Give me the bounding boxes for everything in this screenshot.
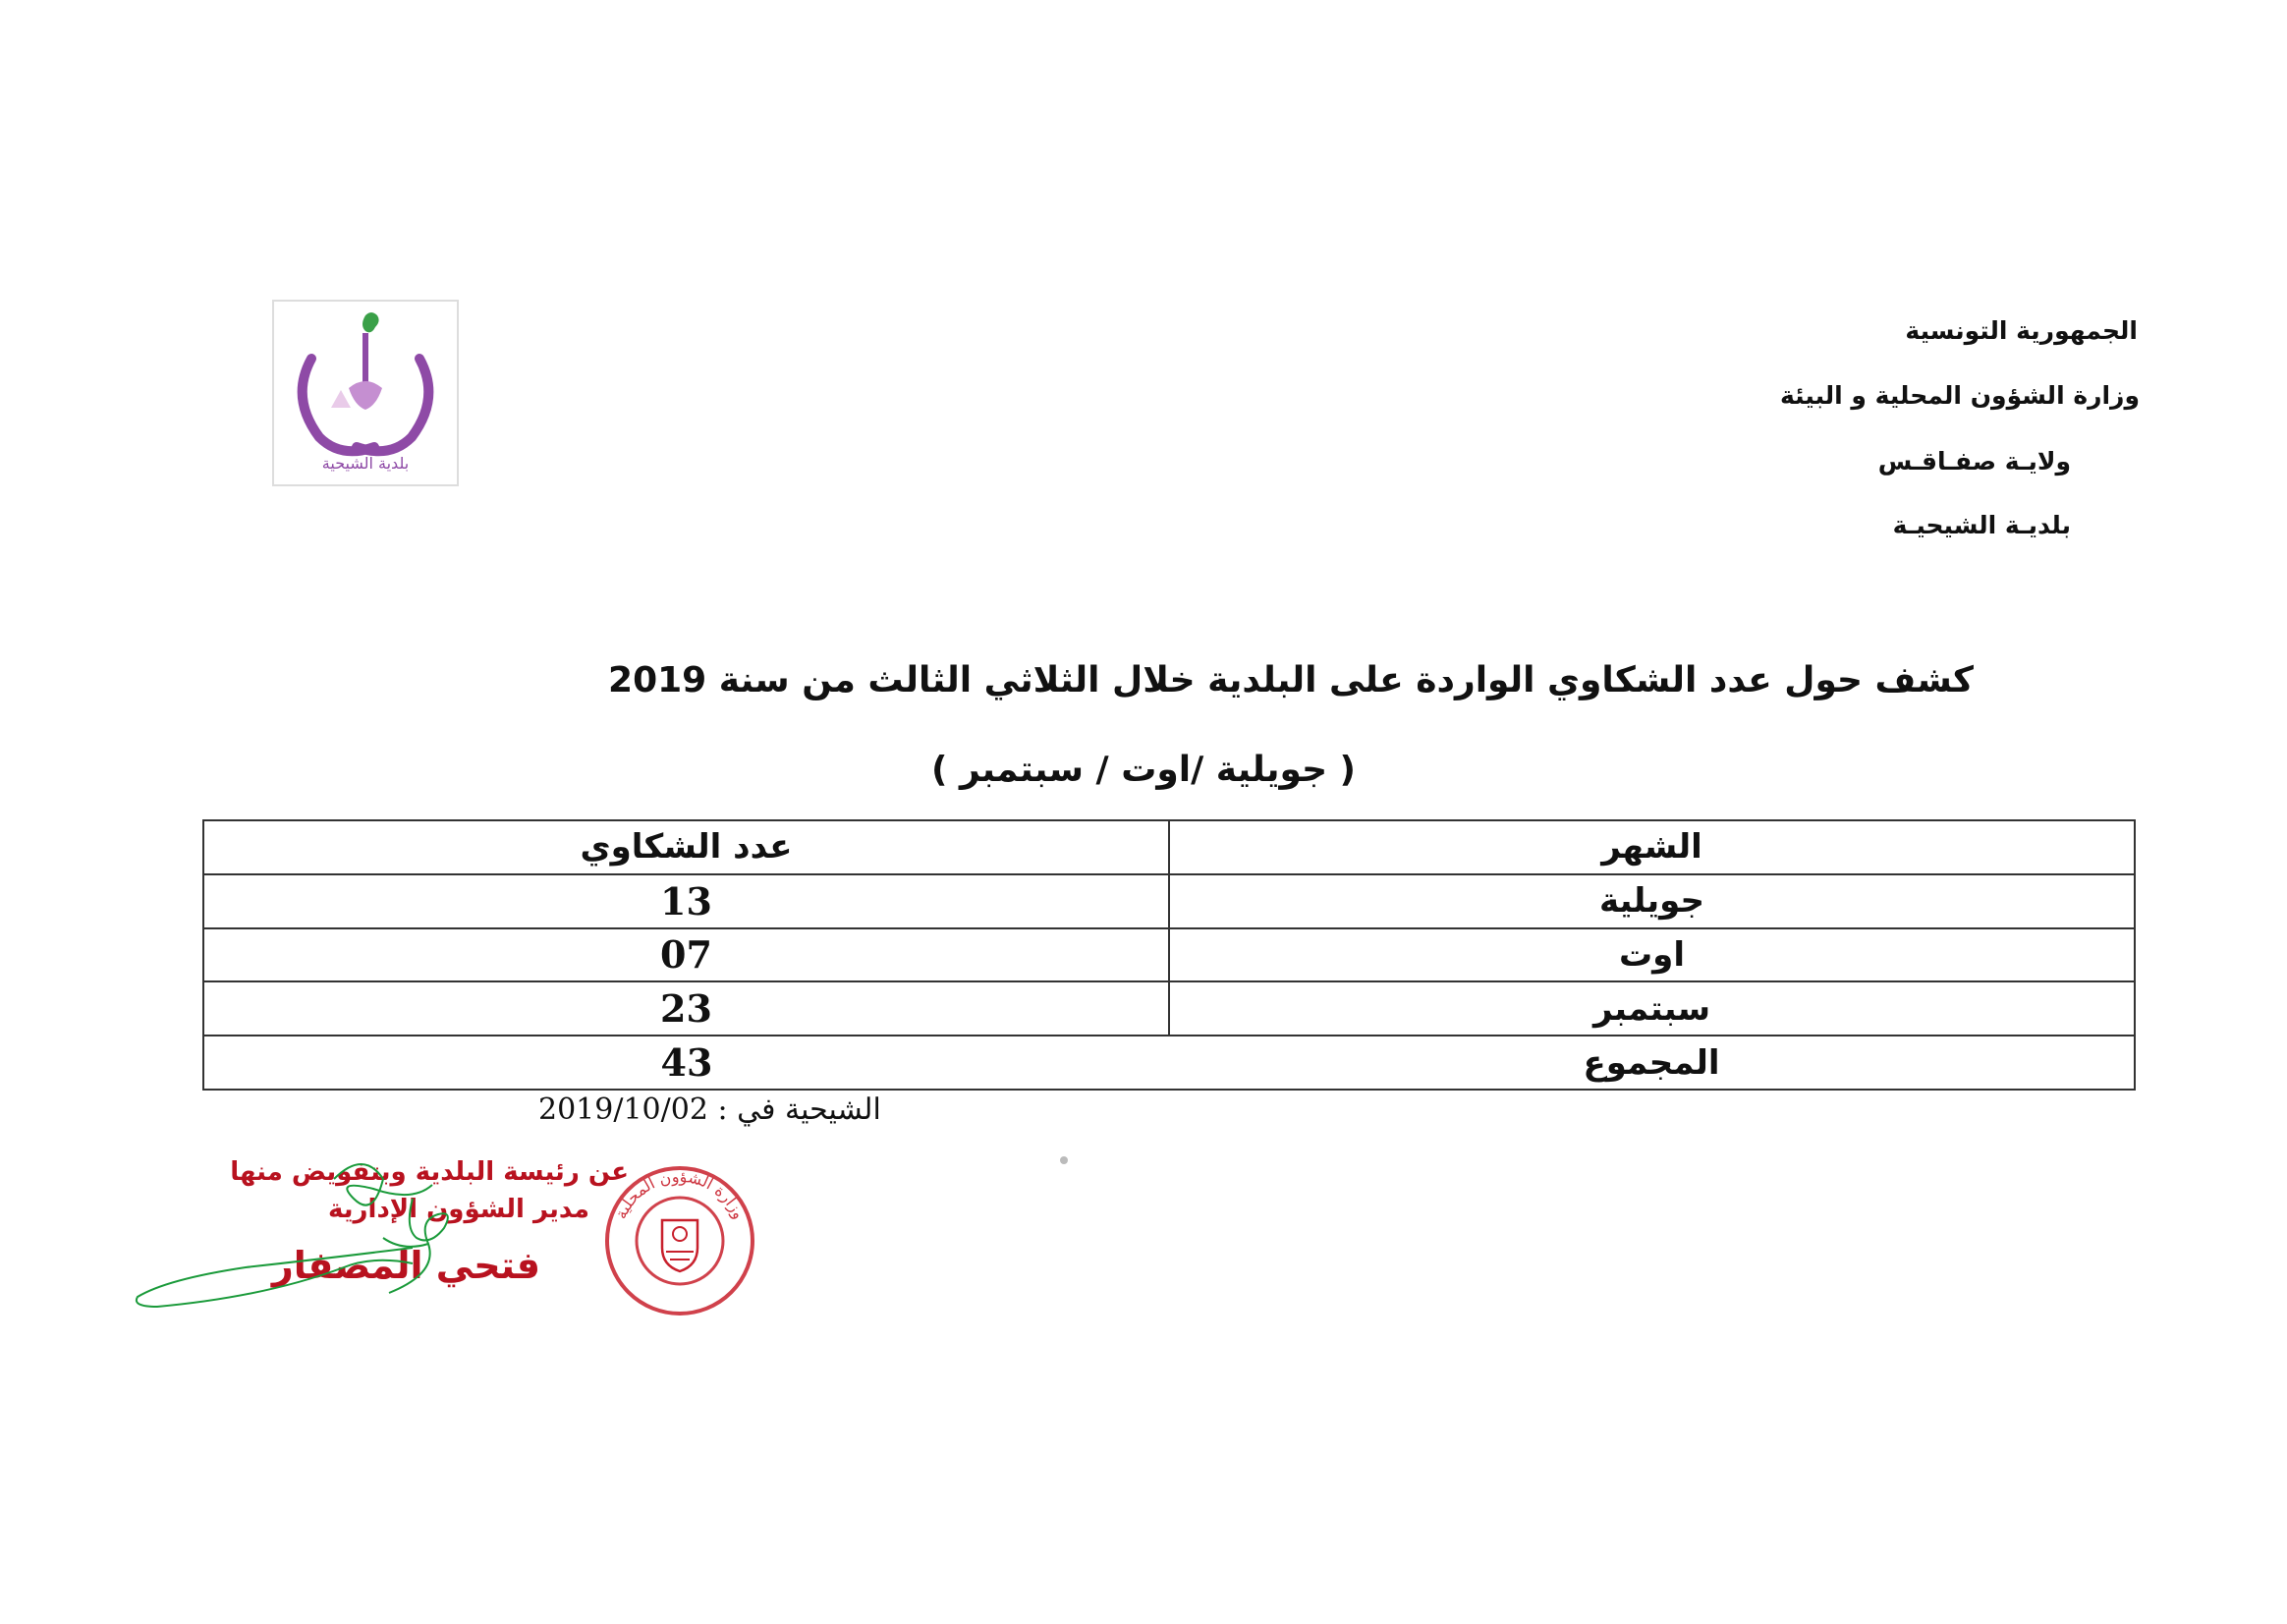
month-cell: اوت — [1169, 928, 2135, 982]
table-total-row — [203, 1036, 2135, 1090]
seal-text: وزارة الشؤون المحلية — [611, 1166, 749, 1222]
municipality-logo — [272, 300, 459, 486]
svg-text:وزارة الشؤون المحلية — [611, 1167, 749, 1222]
count-cell: 13 — [203, 874, 1169, 928]
header-ministry: وزارة الشؤون المحلية و البيئة — [1780, 381, 2140, 410]
complaints-table — [202, 819, 2136, 1091]
document-subtitle: ( جويلية /اوت / سبتمبر ) — [930, 750, 1357, 790]
total-label: المجموع — [1169, 1036, 2135, 1090]
handwritten-signature — [118, 1140, 629, 1336]
table-row — [203, 874, 2135, 928]
header-month: الشهر — [1169, 820, 2135, 874]
table-row — [203, 981, 2135, 1036]
header-country: الجمهورية التونسية — [1905, 316, 2138, 345]
table-header-row — [203, 820, 2135, 874]
logo-caption: بلدية الشيحية — [321, 454, 410, 473]
signature-line2: مدير الشؤون الإدارية — [328, 1195, 589, 1224]
count-cell: 23 — [203, 981, 1169, 1036]
table-row — [203, 928, 2135, 982]
total-count: 43 — [203, 1036, 1169, 1090]
count-cell: 07 — [203, 928, 1169, 982]
month-cell: سبتمبر — [1169, 981, 2135, 1036]
header-count: عدد الشكاوي — [203, 820, 1169, 874]
signature-line1: عن رئيسة البلدية وبتفويض منها — [230, 1157, 629, 1187]
document-title: كشف حول عدد الشكاوي الواردة على البلدية خلال الثلاثي الثالث من سنة 2019 — [608, 660, 1974, 700]
date-line: الشيحية في : 2019/10/02 — [538, 1092, 881, 1127]
month-cell: جويلية — [1169, 874, 2135, 928]
header-municipality: بلديـة الشيحيـة — [1892, 511, 2071, 539]
signatory-name: فتحي المصفار — [271, 1244, 540, 1287]
scan-dot — [1060, 1156, 1068, 1164]
header-governorate: ولايـة صفـاقـس — [1877, 447, 2071, 476]
